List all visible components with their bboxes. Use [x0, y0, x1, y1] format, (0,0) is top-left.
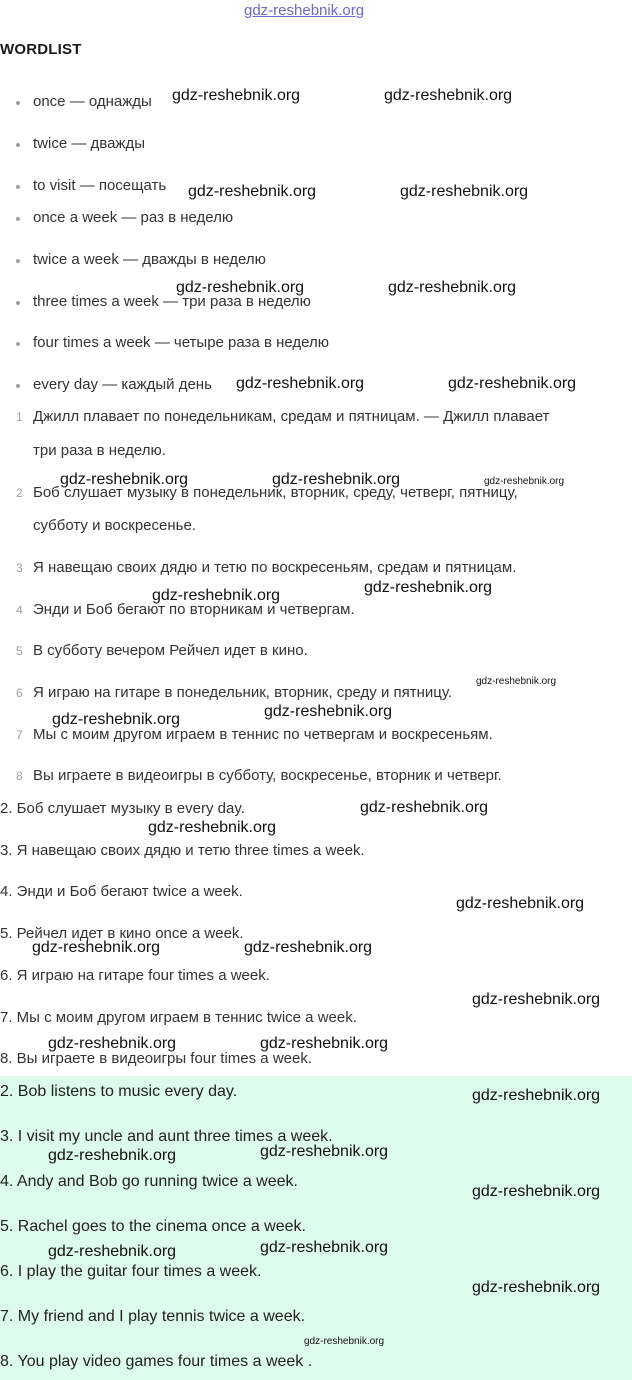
- watermark: gdz-reshebnik.org: [264, 703, 393, 720]
- bullet-dot: [16, 384, 20, 388]
- watermark: gdz-reshebnik.org: [448, 375, 577, 392]
- item-number: 3: [16, 561, 23, 575]
- watermark: gdz-reshebnik.org: [148, 819, 277, 836]
- wordlist-item: to visit — посещать: [33, 177, 167, 194]
- watermark: gdz-reshebnik.org: [384, 87, 513, 104]
- site-header-link[interactable]: gdz-reshebnik.org: [244, 2, 365, 19]
- wordlist-title: WORDLIST: [0, 41, 82, 58]
- translation-line: Я навещаю своих дядю и тетю по воскресеньям, средам и пятницам.: [33, 559, 517, 576]
- item-number: 2: [16, 486, 23, 500]
- translation-line: Мы с моим другом играем в теннис по четвергам и воскресеньям.: [33, 726, 493, 743]
- watermark: gdz-reshebnik.org: [244, 939, 373, 956]
- watermark: gdz-reshebnik.org: [188, 183, 317, 200]
- item-number: 6: [16, 686, 23, 700]
- mixed-answer: 7. Мы с моим другом играем в теннис twice a week.: [0, 1009, 357, 1026]
- english-answer: 7. My friend and I play tennis twice a week.: [0, 1308, 306, 1325]
- watermark: gdz-reshebnik.org: [260, 1035, 389, 1052]
- mixed-answer: 4. Энди и Боб бегают twice a week.: [0, 883, 243, 900]
- watermark: gdz-reshebnik.org: [388, 279, 517, 296]
- watermark: gdz-reshebnik.org: [48, 1147, 177, 1164]
- mixed-answer: 8. Вы играете в видеоигры four times a week.: [0, 1050, 312, 1067]
- watermark: gdz-reshebnik.org: [52, 711, 181, 728]
- wordlist-item: once — однажды: [33, 93, 152, 110]
- watermark: gdz-reshebnik.org: [260, 1143, 389, 1160]
- item-number: 7: [16, 728, 23, 742]
- watermark: gdz-reshebnik.org: [48, 1243, 177, 1260]
- wordlist-item: twice a week — дважды в неделю: [33, 251, 266, 268]
- watermark: gdz-reshebnik.org: [364, 579, 493, 596]
- item-number: 1: [16, 410, 23, 424]
- english-answer: 8. You play video games four times a week .: [0, 1353, 313, 1370]
- watermark: gdz-reshebnik.org: [172, 87, 301, 104]
- mixed-answer: 6. Я играю на гитаре four times a week.: [0, 967, 270, 984]
- bullet-dot: [16, 301, 20, 305]
- english-answer: 6. I play the guitar four times a week.: [0, 1263, 262, 1280]
- wordlist-item: twice — дважды: [33, 135, 145, 152]
- watermark-small: gdz-reshebnik.org: [484, 476, 565, 487]
- bullet-dot: [16, 217, 20, 221]
- watermark: gdz-reshebnik.org: [472, 1279, 601, 1296]
- english-answer: 4. Andy and Bob go running twice a week.: [0, 1173, 298, 1190]
- watermark: gdz-reshebnik.org: [48, 1035, 177, 1052]
- watermark: gdz-reshebnik.org: [360, 799, 489, 816]
- watermark: gdz-reshebnik.org: [260, 1239, 389, 1256]
- watermark: gdz-reshebnik.org: [272, 471, 401, 488]
- watermark: gdz-reshebnik.org: [176, 279, 305, 296]
- translation-line: Вы играете в видеоигры в субботу, воскресенье, вторник и четверг.: [33, 767, 502, 784]
- mixed-answer: 3. Я навещаю своих дядю и тетю three times a week.: [0, 842, 365, 859]
- translation-line: субботу и воскресенье.: [33, 517, 196, 534]
- watermark: gdz-reshebnik.org: [472, 1183, 601, 1200]
- translation-line: три раза в неделю.: [33, 442, 166, 459]
- watermark: gdz-reshebnik.org: [32, 939, 161, 956]
- bullet-dot: [16, 259, 20, 263]
- watermark: gdz-reshebnik.org: [236, 375, 365, 392]
- item-number: 5: [16, 644, 23, 658]
- english-answer: 5. Rachel goes to the cinema once a week.: [0, 1218, 306, 1235]
- wordlist-item: three times a week — три раза в неделю: [33, 293, 311, 310]
- english-answer: 3. I visit my uncle and aunt three times a week.: [0, 1128, 333, 1145]
- bullet-dot: [16, 101, 20, 105]
- mixed-answer: 2. Боб слушает музыку в every day.: [0, 800, 245, 817]
- wordlist-item: once a week — раз в неделю: [33, 209, 234, 226]
- translation-line: Я играю на гитаре в понедельник, вторник, среду и пятницу.: [33, 684, 453, 701]
- wordlist-item: every day — каждый день: [33, 376, 212, 393]
- watermark: gdz-reshebnik.org: [152, 587, 281, 604]
- translation-line: В субботу вечером Рейчел идет в кино.: [33, 642, 308, 659]
- watermark: gdz-reshebnik.org: [400, 183, 529, 200]
- watermark: gdz-reshebnik.org: [456, 895, 585, 912]
- translation-line: Боб слушает музыку в понедельник, вторник, среду, четверг, пятницу,: [33, 484, 518, 501]
- watermark: gdz-reshebnik.org: [472, 1087, 601, 1104]
- bullet-dot: [16, 185, 20, 189]
- item-number: 4: [16, 603, 23, 617]
- watermark-small: gdz-reshebnik.org: [304, 1336, 385, 1347]
- translation-line: Джилл плавает по понедельникам, средам и пятницам. — Джилл плавает: [33, 408, 550, 425]
- mixed-answer: 5. Рейчел идет в кино once a week.: [0, 925, 244, 942]
- translation-line: Энди и Боб бегают по вторникам и четвергам.: [33, 601, 355, 618]
- watermark-small: gdz-reshebnik.org: [476, 676, 557, 687]
- bullet-dot: [16, 342, 20, 346]
- watermark: gdz-reshebnik.org: [60, 471, 189, 488]
- bullet-dot: [16, 143, 20, 147]
- item-number: 8: [16, 769, 23, 783]
- english-answer: 2. Bob listens to music every day.: [0, 1083, 238, 1100]
- watermark: gdz-reshebnik.org: [472, 991, 601, 1008]
- wordlist-item: four times a week — четыре раза в неделю: [33, 334, 329, 351]
